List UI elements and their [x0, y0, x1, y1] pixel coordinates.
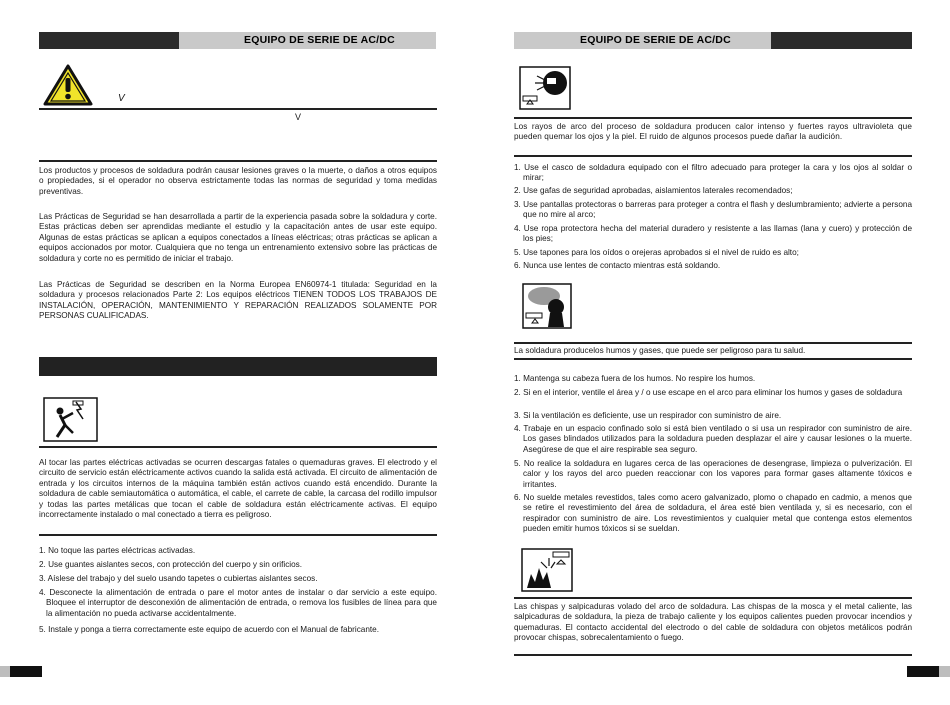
- list-item: 4. Desconecte la alimentación de entrada o pare el motor antes de instalar o dar servicio a este equipo. Bloquee el interruptor de desconexión de alimentación de entrada, o remova los fusibles de línea para que la alimentación no pueda activarse accidentalmente.: [39, 588, 437, 618]
- divider: [514, 597, 912, 599]
- intro-paragraph-2: Las Prácticas de Seguridad se han desarrollada a partir de la experiencia pasada sobre la soldadura y corte. Estas prácticas deben ser aprendidas mediante el estudio y la capacitación antes de usar este equipo. Algunas de estas prácticas se aplican a equipos conectados a líneas eléctricas; otras prácticas se aplican a equipos accionados por motor. Cualquiera que no tenga un entrenamiento extensivo sobre las prácticas de soldadura y corte no es permitido de iniciar el trabajo.: [39, 212, 437, 263]
- right-page: [475, 0, 950, 705]
- divider: [39, 108, 437, 110]
- sparks-paragraph: Las chispas y salpicaduras volado del arco de soldadura. Las chispas de la mosca y el metal caliente, las salpicaduras de soldadura, la pieza de trabajo caliente y los equipos calientes pueden provocar incendios y quemaduras. El contacto accidental del electrodo o del cable de soldadura con objetos metálicos podrán provocar chispas, sobrecalentamiento o fuego.: [514, 602, 912, 643]
- list-item: 2. Use guantes aislantes secos, con protección del cuerpo y sin orificios.: [39, 560, 303, 569]
- header-title: EQUIPO DE SERIE DE AC/DC: [580, 34, 731, 46]
- arc-paragraph: Los rayos de arco del proceso de soldadura producen calor intenso y fuertes rayos ultravioleta que pueden quemar los ojos y la piel. El ruido de algunos procesos puede dañar la audición.: [514, 122, 912, 142]
- list-item: 5. Instale y ponga a tierra correctamente este equipo de acuerdo con el Manual de fabricante.: [39, 625, 379, 634]
- intro-paragraph-3: Las Prácticas de Seguridad se describen en la Norma Europea EN60974-1 titulada: Seguridad en la soldadura y procesos relacionados Parte 2: Los equipos eléctricos TIENEN TODOS LOS TRABAJOS DE INSTALACIÓN, OPERACIÓN, MANTENIMIENTO Y REPARACIÓN REALIZADOS SOLAMENTE POR PERSONAS CUALIFICADAS.: [39, 280, 437, 321]
- welding-helmet-icon: [519, 66, 571, 110]
- list-item: 5. Use tapones para los oídos o orejeras aprobados si el nivel de ruido es alto;: [514, 248, 799, 257]
- fumes-icon: [522, 283, 572, 329]
- divider: [514, 155, 912, 157]
- divider: [514, 654, 912, 656]
- divider: [39, 160, 437, 162]
- list-item: 4. Use ropa protectora hecha del material duradero y resistente a las llamas (lana y cuero) y protección de los pies;: [514, 224, 912, 244]
- v-mark: V: [118, 93, 125, 104]
- list-item: 1. No toque las partes eléctricas activadas.: [39, 546, 196, 555]
- footer-tab: [10, 666, 42, 677]
- header-title: EQUIPO DE SERIE DE AC/DC: [244, 34, 395, 46]
- intro-paragraph-1: Los productos y procesos de soldadura podrán causar lesiones graves o la muerte, o daños a otros equipos o propiedades, si el operador no observa estrictamente todas las normas de seguridad y toma medidas preventivas.: [39, 166, 437, 196]
- list-item: 6. Nunca use lentes de contacto mientras está soldando.: [514, 261, 721, 270]
- list-item: 3. Aíslese del trabajo y del suelo usando tapetes o cubiertas aislantes secos.: [39, 574, 318, 583]
- list-item: 5. No realice la soldadura en lugares cerca de las operaciones de desengrase, limpieza o pulverización. El calor y los rayos del arco pueden reaccionar con los vapores para formar gases altamente tóxicos e irritantes.: [514, 459, 912, 489]
- left-header-bar: [39, 32, 436, 49]
- footer-tab: [939, 666, 950, 677]
- shock-paragraph: Al tocar las partes eléctricas activadas se ocurren descargas fatales o quemaduras graves. El electrodo y el circuito de servicio están eléctricamente activos cuando la salida está activada. El circuito de alimentación de entrada y los circuitos internos de la máquina también están activos cuando está encendido. Durante la soldadura de cable semiautomática o automática, el cable, el carrete de cable, la carcasa del rodillo impulsor y todas las partes metálicas que tocan el cable de soldadura están eléctricamente activas. El equipo incorrectamente instalado o mal conectado a tierra es peligroso.: [39, 458, 437, 520]
- v-mark: V: [295, 112, 302, 122]
- divider: [514, 342, 912, 344]
- right-header-bar: [514, 32, 912, 49]
- divider: [39, 446, 437, 448]
- warning-triangle-icon: [43, 64, 93, 106]
- list-item: 1. Mantenga su cabeza fuera de los humos. No respire los humos.: [514, 374, 756, 383]
- fire-sparks-icon: [521, 548, 573, 592]
- footer-tab: [0, 666, 10, 677]
- list-item: 1. Use el casco de soldadura equipado con el filtro adecuado para proteger la cara y los ojos al soldar o mirar;: [514, 163, 912, 183]
- electric-shock-icon: [43, 397, 98, 442]
- list-item: 3. Use pantallas protectoras o barreras para proteger a contra el flash y deslumbramiento; advierte a persona que no mire al arco;: [514, 200, 912, 220]
- divider: [514, 117, 912, 119]
- footer-tab: [907, 666, 939, 677]
- divider: [514, 358, 912, 360]
- list-item: 2. Use gafas de seguridad aprobadas, aislamientos laterales recomendados;: [514, 186, 793, 195]
- list-item: 2. Si en el interior, ventile el área y / o use escape en el arco para eliminar los humos y gases de soldadura: [514, 388, 903, 397]
- list-item: 6. No suelde metales revestidos, tales como acero galvanizado, plomo o chapado en cadmio, a menos que se retire el revestimiento del área de soldadura, el área esté bien ventilada y, si es necesario, con el respirador con suministro de aire. Los revestimientos y cualquier metal que contenga estos elementos pueden emitir humos tóxicos si se sueldan.: [514, 493, 912, 534]
- list-item: 3. Si la ventilación es deficiente, use un respirador con suministro de aire.: [514, 411, 782, 420]
- section-bar: [39, 357, 437, 376]
- divider: [39, 534, 437, 536]
- list-item: 4. Trabaje en un espacio confinado solo si está bien ventilado o si usa un respirador con suministro de aire. Los gases blindados utilizados para la soldadura pueden desplazar el aire y causar lesiones o la muerte. Asegúrese de que el aire respirable sea seguro.: [514, 424, 912, 454]
- fumes-paragraph: La soldadura producelos humos y gases, que puede ser peligroso para tu salud.: [514, 346, 806, 355]
